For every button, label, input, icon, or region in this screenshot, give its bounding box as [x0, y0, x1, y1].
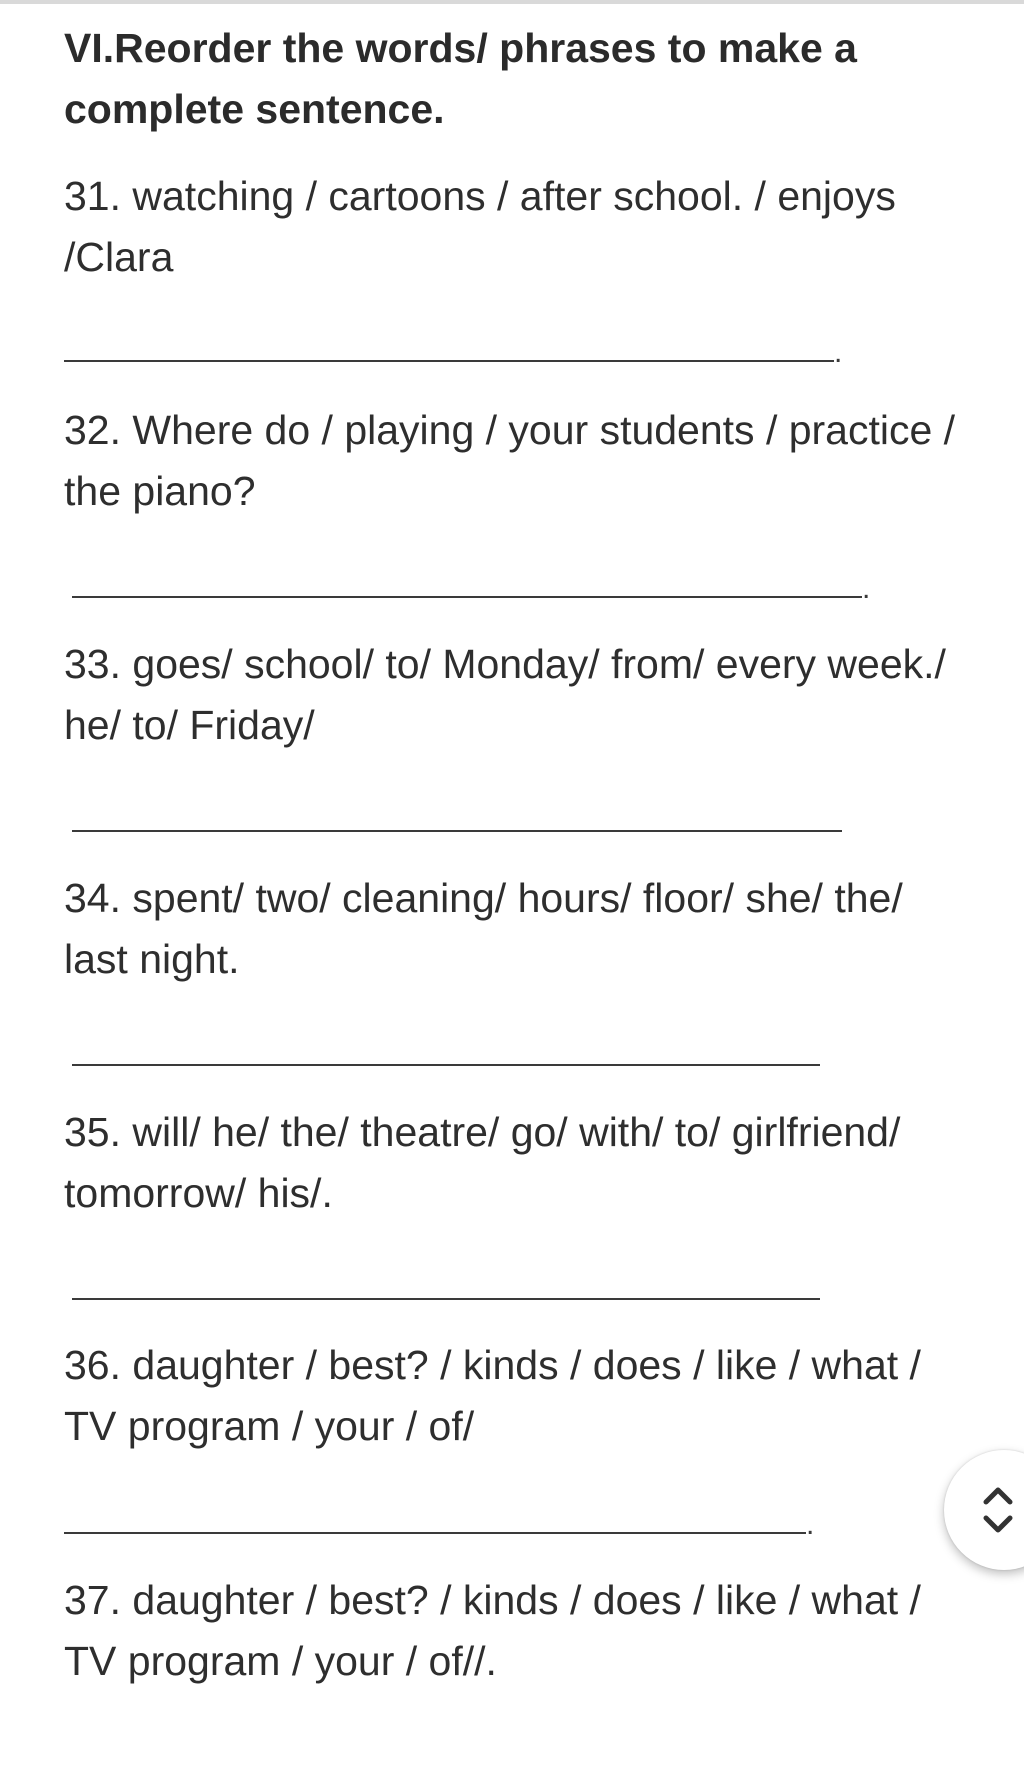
question-32: 32. Where do / playing / your students / practice / the piano?	[64, 407, 956, 514]
answer-line-36[interactable]	[64, 1532, 806, 1534]
question-33: 33. goes/ school/ to/ Monday/ from/ every week./ he/ to/ Friday/	[64, 641, 946, 748]
answer-line-31[interactable]	[64, 360, 834, 362]
question-31: 31. watching / cartoons / after school. / enjoys /Clara	[64, 173, 896, 280]
answer-line-35[interactable]	[72, 1298, 820, 1300]
question-34: 34. spent/ two/ cleaning/ hours/ floor/ she/ the/ last night.	[64, 875, 903, 982]
answer-line-32[interactable]	[72, 596, 862, 598]
answer-line-34[interactable]	[72, 1064, 820, 1066]
question-35: 35. will/ he/ the/ theatre/ go/ with/ to/ girlfriend/ tomorrow/ his/.	[64, 1109, 901, 1216]
chevron-up-down-icon	[980, 1482, 1016, 1538]
scroll-toggle-button[interactable]	[944, 1450, 1024, 1570]
top-divider	[0, 0, 1024, 4]
question-36: 36. daughter / best? / kinds / does / like / what / TV program / your / of/	[64, 1342, 921, 1449]
answer-end-32: .	[862, 572, 871, 605]
answer-end-31: .	[834, 336, 843, 369]
question-37: 37. daughter / best? / kinds / does / like / what / TV program / your / of//.	[64, 1577, 921, 1684]
section-title: VI.Reorder the words/ phrases to make a complete sentence.	[64, 25, 857, 132]
answer-line-33[interactable]	[72, 830, 842, 832]
answer-end-36: .	[806, 1508, 815, 1541]
